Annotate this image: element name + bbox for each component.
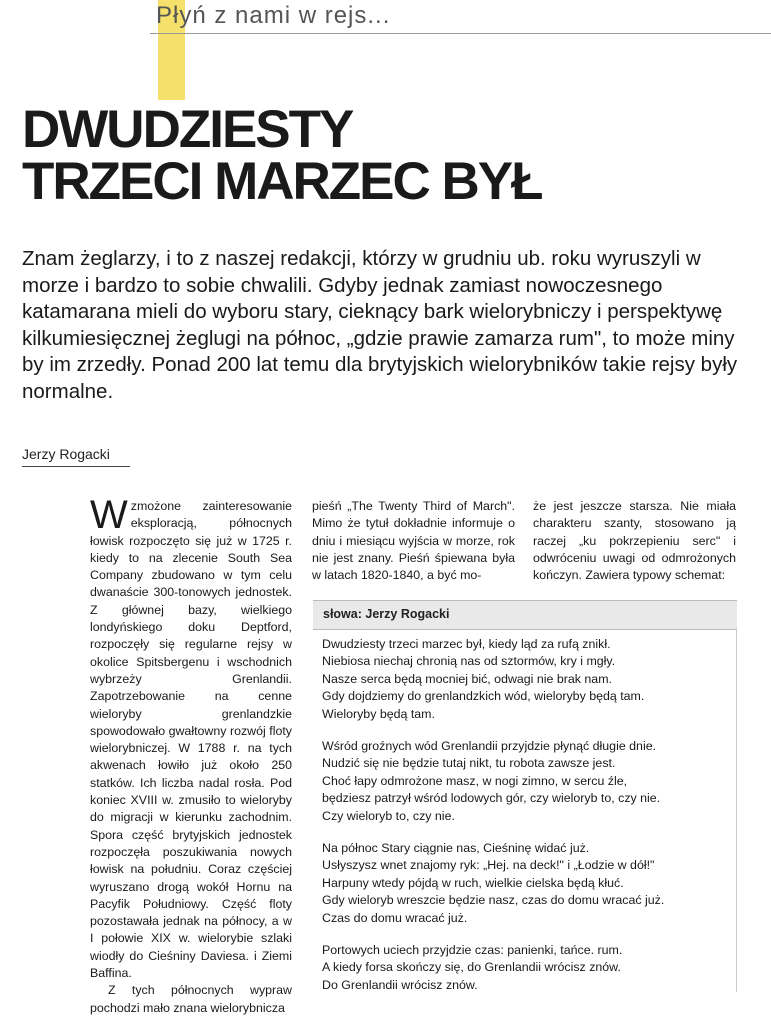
body-column-2: pieśń „The Twenty Third of March". Mimo że tytuł dokładnie informuje o dniu i miesiącu wyjścia w morze, rok nie jest znany. Pieśń śpiewana była w latach 1820-1840, a być mo- — [312, 499, 515, 583]
body-paragraph-2: Z tych północnych wypraw pochodzi mało znana wielorybnicza — [90, 983, 292, 1015]
body-column-3: że jest jeszcze starsza. Nie miała charakteru szanty, stosowano ją raczej „ku pokrzepieniu serc" i odwróceniu uwagi od odmrożonych kończyn. Zawiera typowy schemat: — [533, 499, 736, 583]
lyric-line: Gdy dojdziemy do grenlandzkich wód, wieloryby będą tam. — [322, 689, 645, 704]
lyric-line: Harpuny wtedy pójdą w ruch, wielkie cielska będą kłuć. — [322, 875, 624, 890]
lyric-line: Na północ Stary ciągnie nas, Cieśninę widać już. — [322, 841, 590, 855]
lyrics-sidebar — [313, 600, 737, 992]
body-paragraph-1 — [90, 493, 292, 982]
lyric-line: A kiedy forsa skończy się, do Grenlandii wrócisz znów. — [322, 960, 621, 975]
lyric-line: Usłyszysz wnet znajomy ryk: „Hej. na deck!" i „Łodzie w dół!" — [322, 858, 655, 873]
author-byline: Jerzy Rogacki — [22, 446, 110, 462]
rubric-divider — [150, 33, 771, 34]
stanza-2 — [322, 738, 660, 825]
lyric-line: Wśród groźnych wód Grenlandii przyjdzie płynąć długie dnie. — [322, 739, 657, 753]
sidebar-title: słowa: Jerzy Rogacki — [323, 607, 450, 621]
lyric-line: będziesz patrzył wśród lodowych gór, czy wieloryb to, czy nie. — [322, 791, 661, 806]
stanza-1 — [322, 636, 644, 723]
lyric-line: Czy wieloryb to, czy nie. — [322, 808, 455, 823]
lead-paragraph: Znam żeglarzy, i to z naszej redakcji, którzy w grudniu ub. roku wyruszyli w morze i bardzo to sobie chwalili. Gdyby jednak zamiast nowoczesnego katamarana mieli do wyboru stary, cieknący bark wielorybniczy i perspektywę kilkumiesięcznej żeglugi na północ, „gdzie prawie zamarza rum", to może miny by im zrzedły. Ponad 200 lat temu dla brytyjskich wielorybników takie rejsy były normalne. — [22, 247, 738, 403]
lyric-line: Portowych uciech przyjdzie czas: panienki, tańce. rum. — [322, 943, 623, 957]
body-text-1: zmożone zainteresowanie eksploracją, północnych łowisk rozpoczęto się już w 1725 r. kiedy to na zlecenie South Sea Company zbudowano w tym celu dwanaście 300-tonowych jednostek. Z głównej bazy, wielkiego londyńskiego doku Deptford, rozpoczęły się regularne rejsy w okolice Spitsbergenu i wschodnich wybrzeży Grenlandii. Zapotrzebowanie na cenne wieloryby grenlandzkie spowodowało gwałtowny rozwój floty wielorybniczej. W 1788 r. na tych akwenach łowiło już około 250 statków. Ich liczba nadal rosła. Pod koniec XVIII w. zmusiło to wieloryby do migracji w kierunku zachodnim. Spora część brytyjskich jednostek rozpoczęła poszukiwania nowych łowisk na południu. Coraz częściej wyruszano drogą wokół Hornu na Pacyfik Południowy. Część floty pozostawała jednak na północy, a w I połowie XIX w. wielorybie szlaki wiodły do Cieśniny Daviesa. i Ziemi Baffina. — [90, 499, 292, 981]
author-underline — [22, 466, 130, 467]
stanza-4 — [322, 942, 622, 994]
lyric-line: Choć łapy odmrożone masz, w nogi zimno, w sercu źle, — [322, 773, 628, 788]
headline — [22, 100, 542, 211]
body-column-1 — [90, 493, 292, 1017]
lyric-line: Niebiosa niechaj chronią nas od sztormów, kry i mgły. — [322, 654, 616, 669]
lyric-line: Gdy wieloryb wreszcie będzie nasz, czas do domu wracać już. — [322, 893, 665, 908]
sidebar-border — [736, 628, 737, 992]
headline-line-2: TRZECI MARZEC BYŁ — [22, 152, 542, 211]
lyric-line: Czas do domu wracać już. — [322, 910, 468, 925]
lyric-line: Nasze serca będą mocniej bić, odwagi nie brak nam. — [322, 671, 612, 686]
drop-cap: W — [90, 493, 128, 537]
section-rubric: Płyń z nami w rejs... — [156, 2, 391, 29]
sidebar-header — [313, 600, 737, 630]
lyric-line: Nudzić się nie będzie tutaj nikt, tu robota zawsze jest. — [322, 756, 616, 771]
stanza-3 — [322, 840, 664, 927]
lyric-line: Wieloryby będą tam. — [322, 706, 435, 721]
headline-line-1: DWUDZIESTY — [22, 100, 353, 159]
lyric-line: Dwudziesty trzeci marzec był, kiedy ląd za rufą znikł. — [322, 637, 611, 651]
lyric-line: Do Grenlandii wrócisz znów. — [322, 977, 478, 992]
